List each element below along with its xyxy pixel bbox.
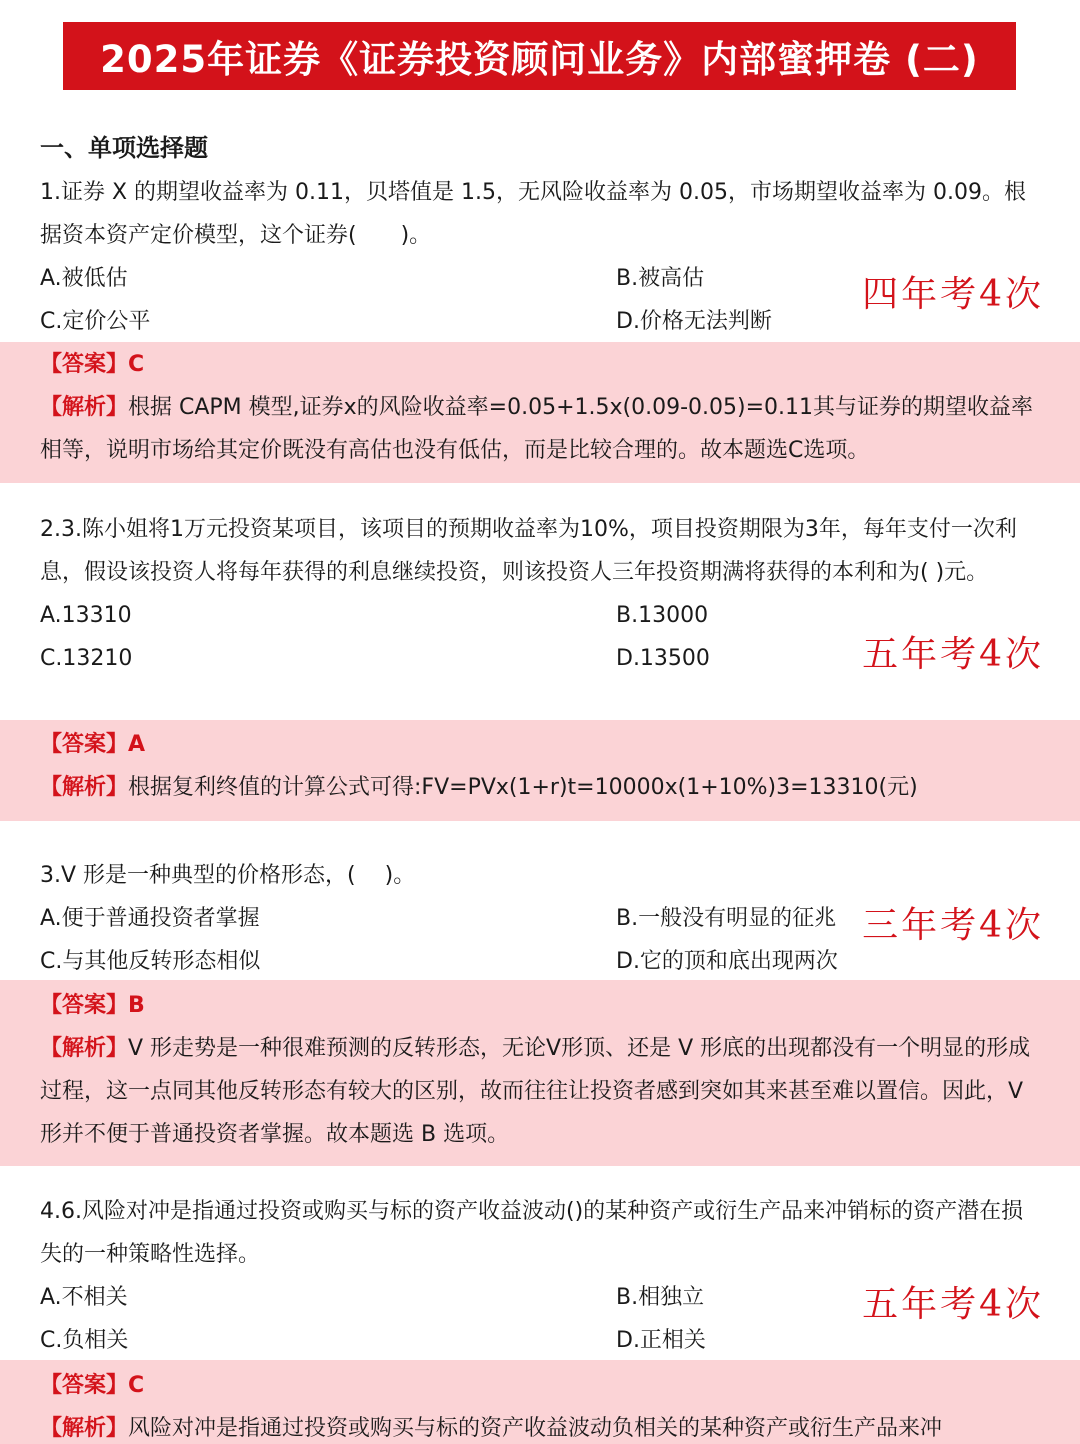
exam-frequency-note: 四年考4次: [862, 274, 1044, 315]
answer-box: [0, 342, 1080, 483]
option-b: B.13000: [616, 603, 709, 628]
option-b: B.被高估: [616, 266, 705, 291]
option-c: C.定价公平: [40, 309, 151, 334]
answer-box: [0, 720, 1080, 821]
page-title-banner: [63, 22, 1016, 90]
option-c: C.与其他反转形态相似: [40, 949, 261, 974]
analysis-label: 【解析】: [40, 395, 129, 420]
option-d: D.13500: [616, 646, 710, 671]
analysis-label: 【解析】: [40, 1416, 129, 1441]
option-b: B.相独立: [616, 1285, 705, 1310]
analysis-label: 【解析】: [40, 1036, 129, 1061]
question-stem: 1.证券 X 的期望收益率为 0.11，贝塔值是 1.5，无风险收益率为 0.05，市场期望收益率为 0.09。根据资本资产定价模型，这个证券( )。: [40, 180, 1026, 248]
option-d: D.价格无法判断: [616, 309, 772, 334]
answer-letter: A: [128, 732, 146, 757]
answer-letter: C: [128, 352, 145, 377]
answer-line: [40, 343, 1038, 386]
question-stem: 3.V 形是一种典型的价格形态，( )。: [40, 863, 416, 888]
exam-frequency-note: 五年考4次: [862, 1284, 1044, 1325]
answer-label: 【答案】: [40, 732, 129, 757]
option-c: C.负相关: [40, 1328, 129, 1353]
analysis-line: [40, 1407, 1038, 1444]
analysis-text: V 形走势是一种很难预测的反转形态，无论V形顶、还是 V 形底的出现都没有一个明显的形成过程，这一点同其他反转形态有较大的区别，故而往往让投资者感到突如其来甚至难以置信。因此，V形并不便于普通投资者掌握。故本题选 B 选项。: [40, 1036, 1031, 1147]
answer-label: 【答案】: [40, 993, 129, 1018]
answer-letter: C: [128, 1373, 145, 1398]
analysis-text: 根据 CAPM 模型,证券x的风险收益率=0.05+1.5x(0.09-0.05)=0.11其与证券的期望收益率相等，说明市场给其定价既没有高估也没有低估，而是比较合理的。故本题选C选项。: [40, 395, 1034, 463]
exam-frequency-note: 三年考4次: [862, 905, 1044, 946]
analysis-line: [40, 766, 1038, 809]
section-title: 一、单项选择题: [40, 134, 208, 162]
question-stem: 4.6.风险对冲是指通过投资或购买与标的资产收益波动()的某种资产或衍生产品来冲销标的资产潜在损失的一种策略性选择。: [40, 1199, 1024, 1267]
answer-label: 【答案】: [40, 1373, 129, 1398]
answer-box: [0, 1360, 1080, 1444]
analysis-label: 【解析】: [40, 775, 129, 800]
option-a: A.13310: [40, 603, 132, 628]
analysis-line: [40, 386, 1038, 472]
answer-line: [40, 984, 1038, 1027]
question-1: [0, 171, 1080, 343]
option-a: A.被低估: [40, 266, 128, 291]
exam-frequency-note: 五年考4次: [862, 634, 1044, 675]
analysis-text: 风险对冲是指通过投资或购买与标的资产收益波动负相关的某种资产或衍生产品来冲: [128, 1416, 943, 1441]
option-d: D.正相关: [616, 1328, 706, 1353]
page-title: 2025年证券《证券投资顾问业务》内部蜜押卷 (二): [100, 38, 979, 81]
answer-label: 【答案】: [40, 352, 129, 377]
analysis-text: 根据复利终值的计算公式可得:FV=PVx(1+r)t=10000x(1+10%)3=13310(元): [128, 775, 918, 800]
answer-line: [40, 723, 1038, 766]
question-stem: 2.3.陈小姐将1万元投资某项目，该项目的预期收益率为10%，项目投资期限为3年，每年支付一次利息，假设该投资人将每年获得的利息继续投资，则该投资人三年投资期满将获得的本利和为( )元。: [40, 517, 1017, 585]
option-b: B.一般没有明显的征兆: [616, 906, 837, 931]
analysis-line: [40, 1027, 1038, 1156]
option-a: A.不相关: [40, 1285, 128, 1310]
option-c: C.13210: [40, 646, 133, 671]
answer-letter: B: [128, 993, 145, 1018]
answer-box: [0, 980, 1080, 1166]
option-d: D.它的顶和底出现两次: [616, 949, 838, 974]
answer-line: [40, 1364, 1038, 1407]
option-a: A.便于普通投资者掌握: [40, 906, 260, 931]
